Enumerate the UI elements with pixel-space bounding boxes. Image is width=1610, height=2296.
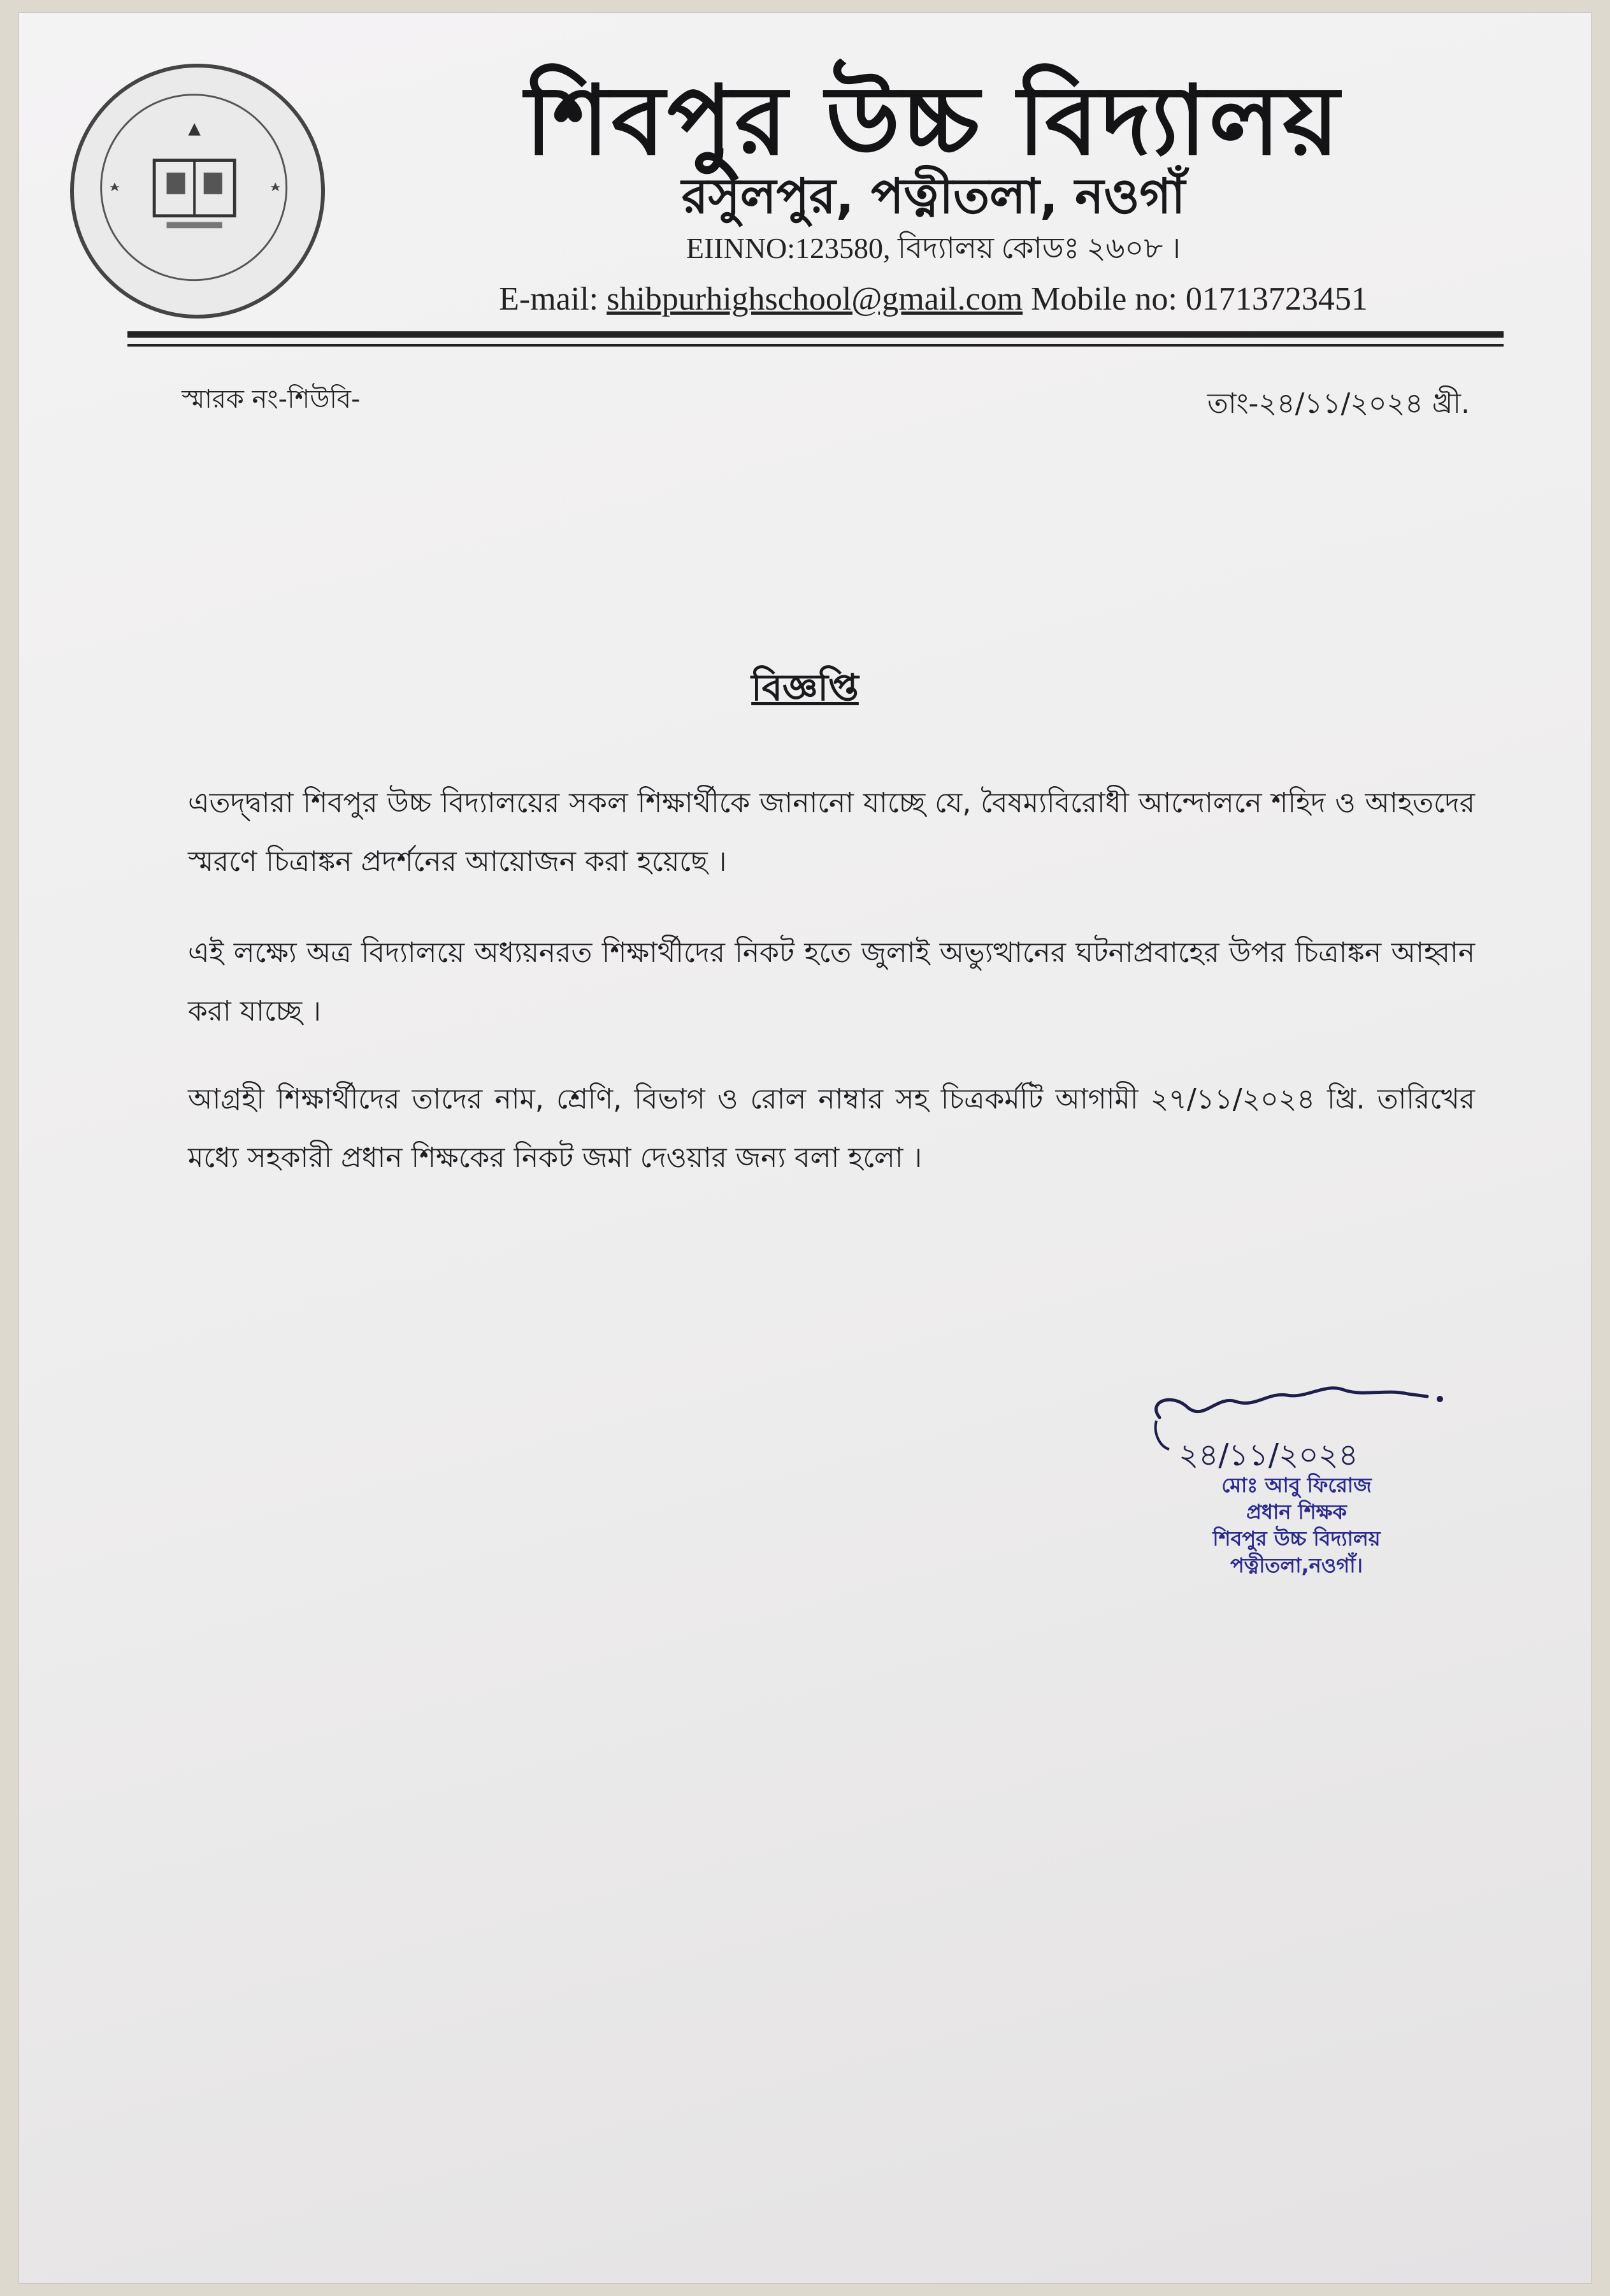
school-address: রসুলপুর, পত্নীতলা, নওগাঁ [681,168,1186,224]
notice-date: তাং-২৪/১১/২০২৪ খ্রী. [1207,387,1470,420]
header-rule-thin [127,344,1504,347]
notice-paragraph: এই লক্ষ্যে অত্র বিদ্যালয়ে অধ্যয়নরত শিক্ষার্থীদের নিকট হতে জুলাই অভ্যুত্থানের ঘটনাপ্রবাহের উপর চিত্রাঙ্কন আহ্বান করা যাচ্ছে । [188,936,1475,1028]
notice-title: বিজ্ঞপ্তি [751,666,859,709]
mobile-number: Mobile no: 01713723451 [1023,281,1368,317]
email-label: E-mail: [499,281,607,317]
seal-line: প্রধান শিক্ষক [1246,1500,1347,1524]
header-rule-thick [127,331,1504,338]
contact-line [376,280,1491,318]
handwritten-date: ২৪/১১/২০২৪ [1179,1437,1358,1473]
headmaster-seal [1115,1472,1478,1579]
eiin-line: EIINNO:123580, বিদ্যালয় কোডঃ ২৬০৮ । [686,232,1181,264]
notice-paragraph: আগ্রহী শিক্ষার্থীদের তাদের নাম, শ্রেণি, বিভাগ ও রোল নাম্বার সহ চিত্রকর্মটি আগামী ২৭/১১/২০২৪ খ্রি. তারিখের মধ্যে সহকারী প্রধান শিক্ষকের নিকট জমা দেওয়ার জন্য বলা হলো । [188,1083,1475,1174]
memo-number: স্মারক নং-শিউবি- [182,385,361,414]
school-logo [70,64,325,319]
notice-document [19,13,1591,2283]
notice-paragraph: এতদ্দ্বারা শিবপুর উচ্চ বিদ্যালয়ের সকল শিক্ষার্থীকে জানানো যাচ্ছে যে, বৈষম্যবিরোধী আন্দোলনে শহিদ ও আহতদের স্মরণে চিত্রাঙ্কন প্রদর্শনের আয়োজন করা হয়েছে । [188,787,1475,878]
email-link[interactable]: shibpurhighschool@gmail.com [607,281,1023,317]
school-name: শিবপুর উচ্চ বিদ্যালয় [525,64,1342,176]
seal-line: পত্নীতলা,নওগাঁ। [1230,1553,1363,1577]
seal-line: শিবপুর উচ্চ বিদ্যালয় [1212,1526,1381,1551]
logo-emblem [74,68,321,315]
seal-line: মোঃ আবু ফিরোজ [1221,1473,1372,1497]
